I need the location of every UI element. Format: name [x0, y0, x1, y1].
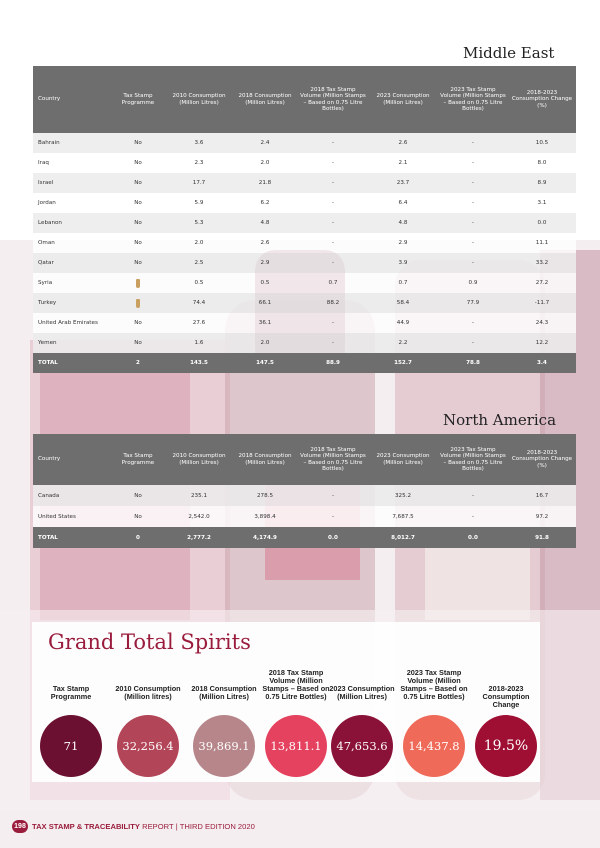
table-cell: 4.8	[368, 213, 438, 233]
table-row	[33, 153, 576, 173]
table-cell: -	[298, 485, 368, 506]
column-header: 2018-2023 Consumption Change (%)	[508, 66, 576, 133]
table-cell: 17.7	[166, 173, 232, 193]
total-cell: 8,012.7	[368, 527, 438, 548]
table-cell: 0.7	[298, 273, 368, 293]
grand-total-value-circle: 14,437.8	[403, 715, 465, 777]
table-cell: -	[298, 153, 368, 173]
table-cell: 97.2	[508, 506, 576, 527]
table-cell: Qatar	[33, 253, 110, 273]
tax-stamp-bottle-icon	[136, 279, 140, 288]
table-cell: 2.6	[368, 133, 438, 153]
table-cell: -	[438, 253, 508, 273]
grand-total-label: 2018 Tax Stamp Volume (Million Stamps – Based on 0.75 Litre Bottles)	[262, 668, 330, 701]
table-cell: 0.5	[232, 273, 298, 293]
column-header: Tax Stamp Programme	[110, 66, 166, 133]
table-cell: -	[438, 213, 508, 233]
table-cell: 8.9	[508, 173, 576, 193]
table-cell: 2,542.0	[166, 506, 232, 527]
table-cell: -	[438, 506, 508, 527]
total-cell: 152.7	[368, 353, 438, 373]
table-cell: 325.2	[368, 485, 438, 506]
table-cell: -	[298, 133, 368, 153]
table-cell: 0.9	[438, 273, 508, 293]
table-cell: -	[438, 233, 508, 253]
table-cell: 2.6	[232, 233, 298, 253]
column-header: 2018 Tax Stamp Volume (Million Stamps – Based on 0.75 Litre Bottles)	[298, 66, 368, 133]
table-cell: No	[110, 213, 166, 233]
table-row	[33, 485, 576, 506]
total-cell: 2	[110, 353, 166, 373]
column-header: 2018 Consumption (Million Litres)	[232, 66, 298, 133]
table-cell: No	[110, 313, 166, 333]
table-cell: Lebanon	[33, 213, 110, 233]
table-cell: 16.7	[508, 485, 576, 506]
table-cell: 2.1	[368, 153, 438, 173]
table-cell: 74.4	[166, 293, 232, 313]
table-cell: Canada	[33, 485, 110, 506]
column-header: Country	[33, 66, 110, 133]
table-row	[33, 293, 576, 313]
table-cell: 5.9	[166, 193, 232, 213]
column-header: 2010 Consumption (Million Litres)	[166, 434, 232, 485]
table-cell: 27.2	[508, 273, 576, 293]
column-header: 2023 Tax Stamp Volume (Million Stamps – Based on 0.75 Litre Bottles)	[438, 66, 508, 133]
table-cell: 21.8	[232, 173, 298, 193]
table-cell: 7,687.5	[368, 506, 438, 527]
table-cell: No	[110, 233, 166, 253]
table-cell: No	[110, 333, 166, 353]
table-row	[33, 253, 576, 273]
table-cell: 77.9	[438, 293, 508, 313]
total-cell: TOTAL	[33, 353, 110, 373]
north-america-table	[33, 434, 576, 548]
table-cell: 2.9	[232, 253, 298, 273]
column-header: 2018-2023 Consumption Change (%)	[508, 434, 576, 485]
table-cell: 27.6	[166, 313, 232, 333]
table-cell: 2.2	[368, 333, 438, 353]
table-cell	[110, 293, 166, 313]
table-cell: -	[438, 333, 508, 353]
total-cell: 0.0	[298, 527, 368, 548]
table-cell: -	[298, 233, 368, 253]
table-cell: 5.3	[166, 213, 232, 233]
table-cell: 88.2	[298, 293, 368, 313]
footer-edition: | THIRD EDITION 2020	[175, 822, 255, 831]
table-cell: No	[110, 153, 166, 173]
table-cell: 33.2	[508, 253, 576, 273]
table-cell: Syria	[33, 273, 110, 293]
table-cell: Oman	[33, 233, 110, 253]
table-cell: 44.9	[368, 313, 438, 333]
table-cell: Yemen	[33, 333, 110, 353]
table-cell: -	[438, 193, 508, 213]
grand-total-value-circle: 32,256.4	[117, 715, 179, 777]
table-row	[33, 193, 576, 213]
table-row	[33, 333, 576, 353]
table-cell: -	[438, 153, 508, 173]
column-header: 2023 Consumption (Million Litres)	[368, 66, 438, 133]
table-cell: 36.1	[232, 313, 298, 333]
table-cell: 3.1	[508, 193, 576, 213]
column-header: Tax Stamp Programme	[110, 434, 166, 485]
table-cell: -	[438, 133, 508, 153]
table-cell: -11.7	[508, 293, 576, 313]
table-cell: 58.4	[368, 293, 438, 313]
table-cell: -	[438, 313, 508, 333]
table-cell: No	[110, 173, 166, 193]
grand-total-label: 2023 Tax Stamp Volume (Million Stamps – Based on 0.75 Litre Bottles)	[400, 668, 468, 701]
table-row	[33, 173, 576, 193]
column-header: 2018 Tax Stamp Volume (Million Stamps – Based on 0.75 Litre Bottles)	[298, 434, 368, 485]
table-cell: 0.5	[166, 273, 232, 293]
table-cell: United Arab Emirates	[33, 313, 110, 333]
total-cell: 2,777.2	[166, 527, 232, 548]
table-cell: -	[298, 173, 368, 193]
total-cell: 0	[110, 527, 166, 548]
table-cell: No	[110, 253, 166, 273]
grand-total-label: 2023 Consumption (Million Litres)	[329, 684, 395, 701]
table-row	[33, 133, 576, 153]
table-cell: -	[298, 253, 368, 273]
column-header: 2010 Consumption (Million Litres)	[166, 66, 232, 133]
grand-total-value-circle: 39,869.1	[193, 715, 255, 777]
total-cell: 91.8	[508, 527, 576, 548]
table-cell: 0.7	[368, 273, 438, 293]
table-cell: 2.9	[368, 233, 438, 253]
table-cell: Iraq	[33, 153, 110, 173]
table-cell: 66.1	[232, 293, 298, 313]
total-cell: 78.8	[438, 353, 508, 373]
total-cell: 147.5	[232, 353, 298, 373]
grand-total-value-circle: 13,811.1	[265, 715, 327, 777]
page-footer	[12, 820, 255, 833]
north-america-title: North America	[443, 411, 557, 429]
table-cell: 10.5	[508, 133, 576, 153]
table-cell: -	[298, 193, 368, 213]
table-cell: 4.8	[232, 213, 298, 233]
footer-title: TAX STAMP & TRACEABILITY	[32, 822, 140, 831]
middle-east-table	[33, 66, 576, 373]
table-cell: 24.3	[508, 313, 576, 333]
total-cell: 143.5	[166, 353, 232, 373]
table-cell: 12.2	[508, 333, 576, 353]
table-cell: 0.0	[508, 213, 576, 233]
table-row	[33, 213, 576, 233]
table-cell: 23.7	[368, 173, 438, 193]
table-cell: 278.5	[232, 485, 298, 506]
table-cell: United States	[33, 506, 110, 527]
total-cell: 0.0	[438, 527, 508, 548]
tax-stamp-bottle-icon	[136, 299, 140, 308]
table-cell: -	[298, 313, 368, 333]
total-row	[33, 527, 576, 548]
table-cell: -	[298, 333, 368, 353]
total-cell: TOTAL	[33, 527, 110, 548]
table-cell: No	[110, 193, 166, 213]
table-cell: Israel	[33, 173, 110, 193]
table-cell: 1.6	[166, 333, 232, 353]
middle-east-title: Middle East	[463, 44, 555, 62]
table-cell: 3.6	[166, 133, 232, 153]
table-cell: Turkey	[33, 293, 110, 313]
grand-total-label: Tax Stamp Programme	[50, 684, 92, 701]
table-cell: No	[110, 506, 166, 527]
column-header: 2023 Tax Stamp Volume (Million Stamps – Based on 0.75 Litre Bottles)	[438, 434, 508, 485]
column-header: 2023 Consumption (Million Litres)	[368, 434, 438, 485]
table-cell: -	[438, 485, 508, 506]
grand-total-title: Grand Total Spirits	[48, 630, 251, 654]
table-cell: 3.9	[368, 253, 438, 273]
table-cell: 3,898.4	[232, 506, 298, 527]
table-cell: 2.0	[232, 153, 298, 173]
grand-total-label: 2010 Consumption (Million litres)	[115, 684, 181, 701]
table-row	[33, 313, 576, 333]
table-cell: No	[110, 485, 166, 506]
table-cell: -	[298, 213, 368, 233]
table-cell: 8.0	[508, 153, 576, 173]
table-row	[33, 273, 576, 293]
table-cell: 6.2	[232, 193, 298, 213]
footer-report: REPORT	[142, 822, 174, 831]
table-cell: Jordan	[33, 193, 110, 213]
grand-total-label: 2018 Consumption (Million Litres)	[191, 684, 257, 701]
table-cell: 2.0	[232, 333, 298, 353]
table-cell: 2.4	[232, 133, 298, 153]
total-row	[33, 353, 576, 373]
total-cell: 4,174.9	[232, 527, 298, 548]
grand-total-label: 2018-2023 Consumption Change	[482, 684, 530, 709]
table-cell: 6.4	[368, 193, 438, 213]
table-cell: 2.3	[166, 153, 232, 173]
table-cell: -	[438, 173, 508, 193]
table-row	[33, 506, 576, 527]
table-cell: 2.5	[166, 253, 232, 273]
table-cell: Bahrain	[33, 133, 110, 153]
table-cell: No	[110, 133, 166, 153]
column-header: 2018 Consumption (Million Litres)	[232, 434, 298, 485]
table-cell: 11.1	[508, 233, 576, 253]
table-cell	[110, 273, 166, 293]
total-cell: 3.4	[508, 353, 576, 373]
grand-total-value-circle: 47,653.6	[331, 715, 393, 777]
page-number: 198	[12, 820, 28, 833]
table-cell: 2.0	[166, 233, 232, 253]
table-cell: -	[298, 506, 368, 527]
table-row	[33, 233, 576, 253]
total-cell: 88.9	[298, 353, 368, 373]
grand-total-value-circle: 71	[40, 715, 102, 777]
table-cell: 235.1	[166, 485, 232, 506]
column-header: Country	[33, 434, 110, 485]
grand-total-value-circle: 19.5%	[475, 715, 537, 777]
